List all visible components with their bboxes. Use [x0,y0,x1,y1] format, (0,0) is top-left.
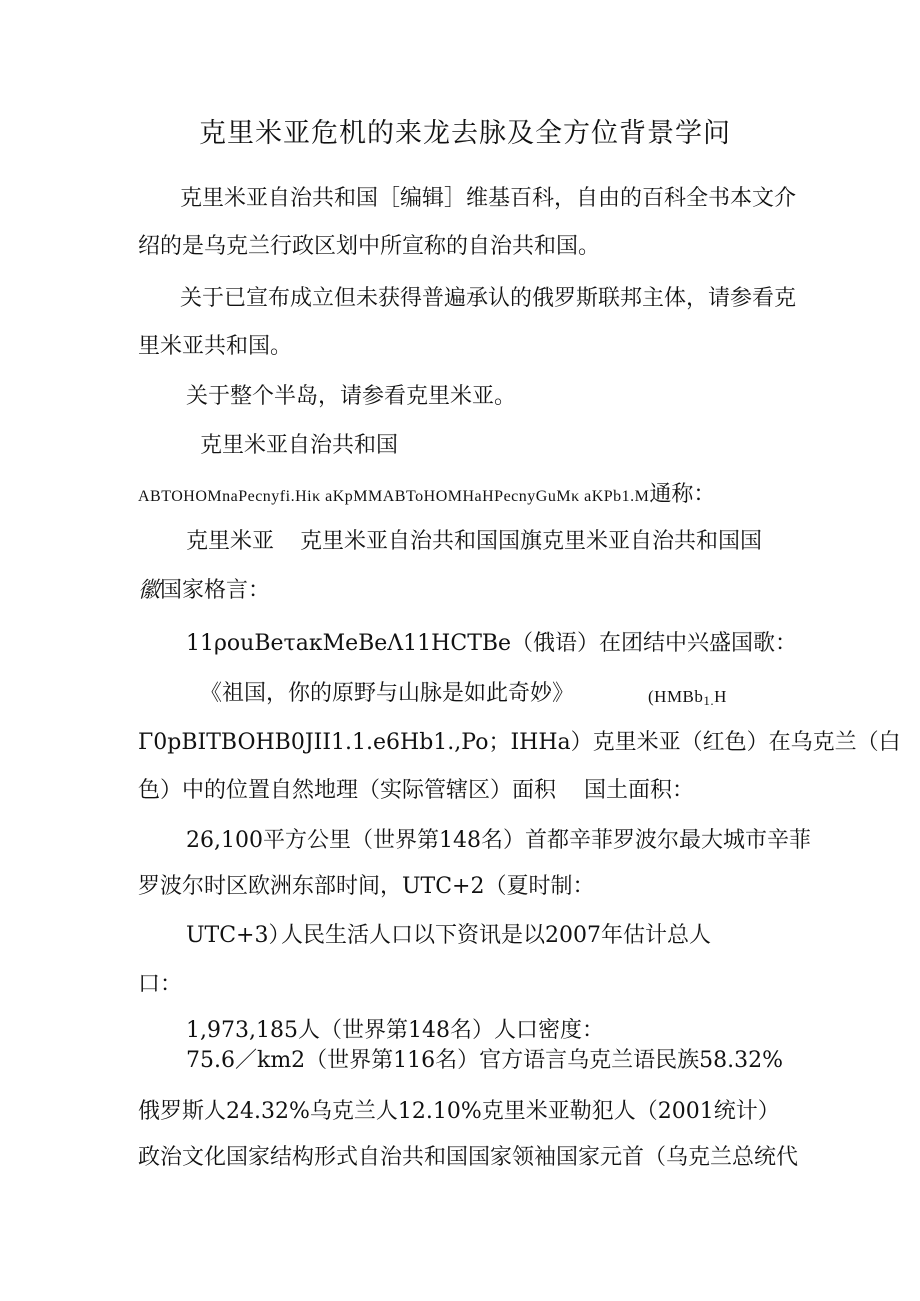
short-name-text: 克里米亚 [186,529,275,554]
paragraph-line: 口： [138,972,183,997]
anthem-title: 《祖国，你的原野与山脉是如此奇妙》 [200,681,575,706]
page-title: 克里米亚危机的来龙去脉及全方位背景学问 [199,118,731,149]
paragraph-line: 政治文化国家结构形式自治共和国国家领袖国家元首（乌克兰总统代 [138,1145,799,1170]
paragraph-line: 关于已宣布成立但未获得普遍承认的俄罗斯联邦主体，请参看克 [180,286,797,311]
paragraph-line: 26,100平方公里（世界第148名）首都辛菲罗波尔最大城市辛菲 [186,828,811,853]
anthem-russian-subscript: 1. [703,693,715,708]
anthem-russian-fragment [648,682,727,716]
paragraph-line: 俄罗斯人24.32%乌克兰人12.10%克里米亚勒犯人（2001统计） [138,1099,780,1124]
paragraph-line: 色）中的位置自然地理（实际管辖区）面积 [138,778,557,803]
anthem-russian-tail: H [714,687,727,706]
paragraph-line: 克里米亚自治共和国［编辑］维基百科，自由的百科全书本文介 [180,186,797,211]
common-name-label: 通称： [649,482,716,507]
paragraph-line: 罗波尔时区欧洲东部时间，UTC+2（夏时制： [138,874,595,899]
paragraph-line: 75.6／km2（世界第116名）官方语言乌克兰语民族58.32% [186,1048,784,1073]
timezone-dst: UTC+3） [186,923,291,948]
flag-emblem-text: 克里米亚自治共和国国旗克里米亚自治共和国国 [300,529,763,554]
population-intro: 人民生活人口以下资讯是以2007年估计总人 [281,923,711,948]
paragraph-line: 关于整个半岛，请参看克里米亚。 [186,384,517,409]
anthem-russian-part: (HMBb [648,687,704,706]
paragraph-line [138,576,270,606]
paragraph-line [138,480,715,512]
russian-name-text: ABTOHOMnaPecnyfi.Hiκ aKpMMABToHOMHaHPecnyGuMκ aKPb1.M [138,488,650,505]
motto-line: 11ρouBeτaκMeBeΛ11HCTBe（俄语）在团结中兴盛国歌： [186,631,798,656]
paragraph-line: 里米亚共和国。 [138,334,293,359]
paragraph-line: 绍的是乌克兰行政区划中所宣称的自治共和国。 [138,234,601,259]
area-label: 国土面积： [584,778,695,803]
paragraph-line: 1,973,185人（世界第148名）人口密度： [186,1018,604,1043]
paragraph-line: 克里米亚自治共和国 [200,433,399,458]
emblem-char: 徽 [138,578,161,603]
motto-label: 国家格言： [160,578,271,603]
paragraph-line: Γ0pBITBOHB0JII1.1.e6Hb1.,Po；IHHa）克里米亚（红色）在乌克兰（白 [138,730,901,755]
